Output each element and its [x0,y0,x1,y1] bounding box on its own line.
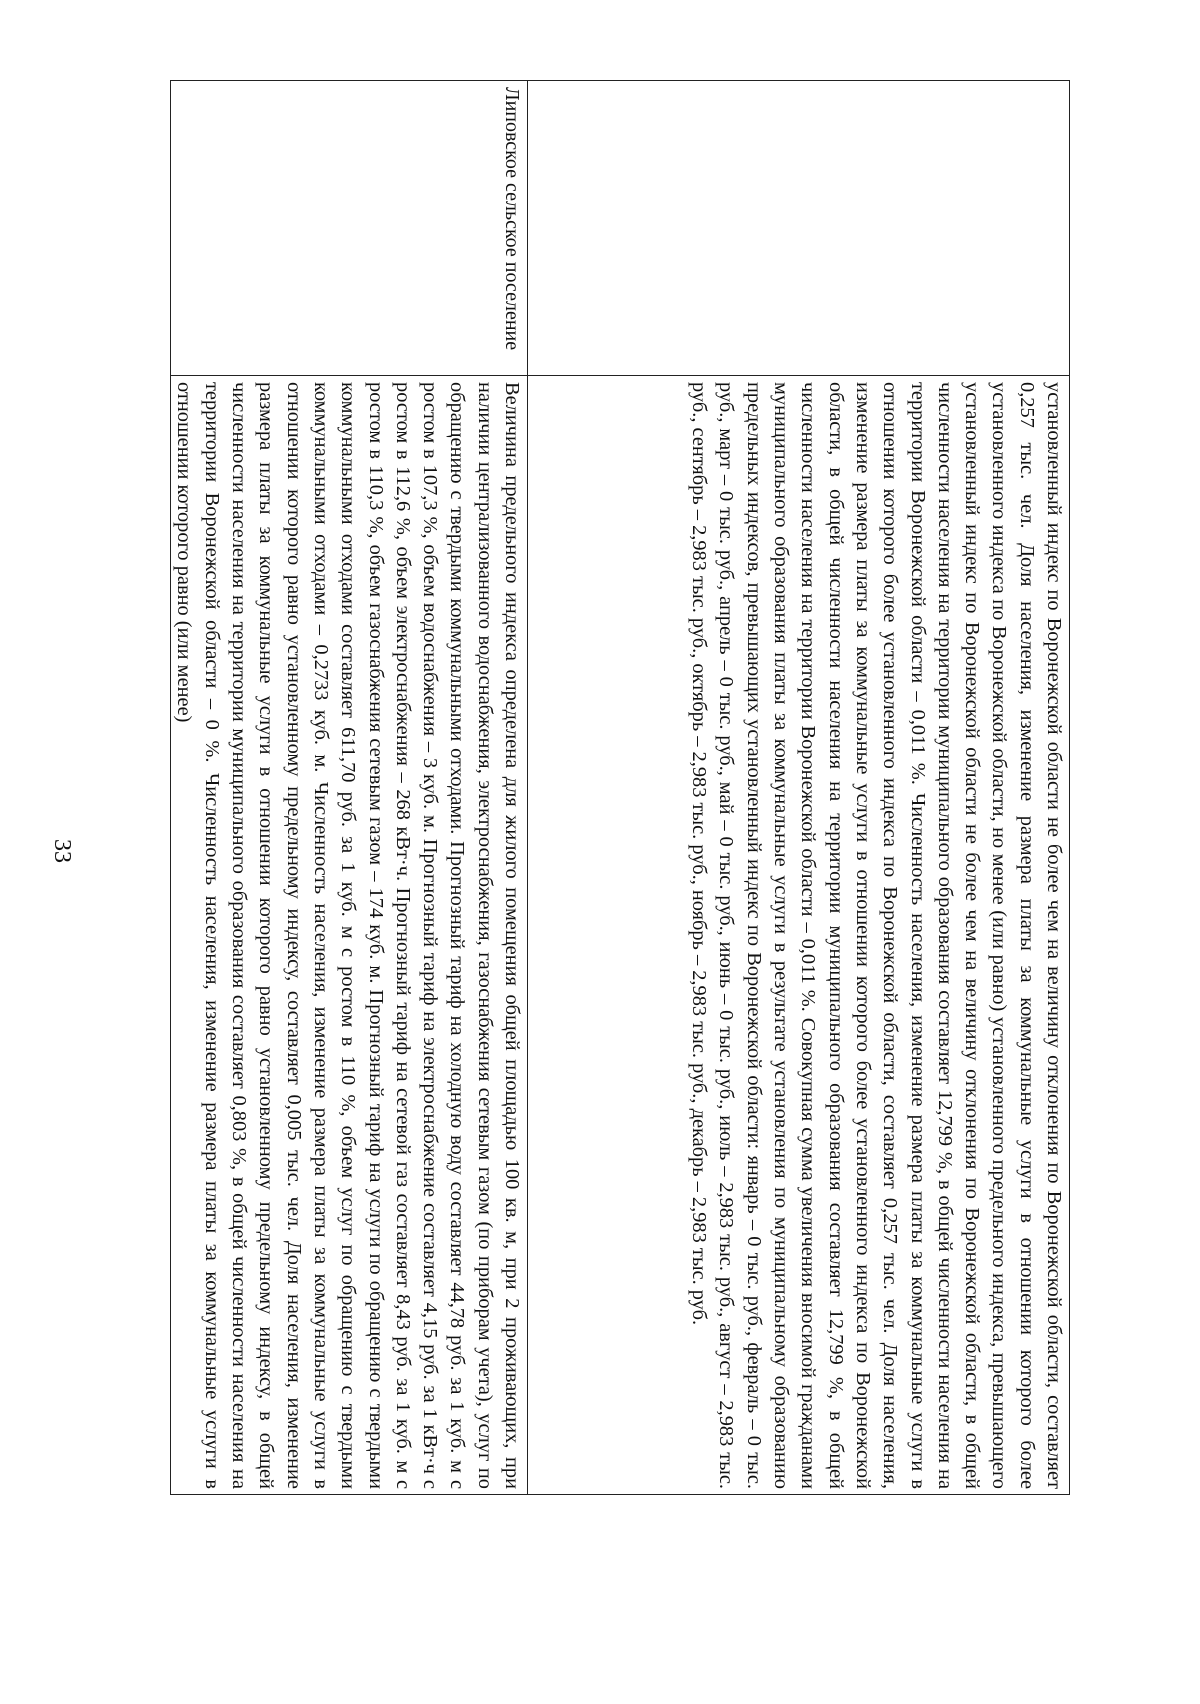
table-row-1-name-cell [528,80,1070,375]
table-row-2-text-cell [170,375,528,1495]
table-row-1-text-cell [528,375,1070,1495]
rotated-table-wrapper [170,80,1070,1495]
page-number: 33 [49,839,76,863]
tariff-table [170,80,1070,1495]
table-row-2-text: Величина предельного индекса определена для жилого помещения общей площадью 100 кв. м, при 2 проживающих, при наличии централизованного водоснабжения, электроснабжения, газоснабжения сетевым газом (по приборам учета), услуг по обращению с твердыми коммунальными отходами. Прогнозный тариф на холодную воду составляет 44,78 руб. за 1 куб. м с ростом в 107,3 %, объем водоснабжения – 3 куб. м. Прогнозный тариф на электроснабжение составляет 4,15 руб. за 1 кВт·ч с ростом в 112,6 %, объем электроснабжения – 268 кВт·ч. Прогнозный тариф на сетевой газ составляет 8,43 руб. за 1 куб. м с ростом в 110,3 %, объем газоснабжения сетевым газом – 174 куб. м. Прогнозный тариф на услуги по обращению с твердыми коммунальными отходами составляет 611,70 руб. за 1 куб. м с ростом в 110 %, объем услуг по обращению с твердыми коммунальными отходами – 0,2733 куб. м. Численность населения, изменение размера платы за коммунальные услуги в отношении которого равно установленному предельному индексу, составляет 0,005 тыс. чел. Доля населения, изменение размера платы за коммунальные услуги в отношении которого равно установленному предельному индексу, в общей численности населения на территории муниципального образования составляет 0,803 %, в общей численности населения на территории Воронежской области – 0 %. Численность населения, изменение размера платы за коммунальные услуги в отношении которого равно (или менее) [173,382,523,1489]
table-row-2-name-cell: Липовское сельское поселение [170,80,528,375]
table-row-1-text: установленный индекс по Воронежской области не более чем на величину отклонения по Воронежской области, составляет 0,257 тыс. чел. Доля населения, изменение размера платы за коммунальные услуги в отношении которого более установленного индекса по Воронежской области, но менее (или равно) установленного предельного индекса, превышающего установленный индекс по Воронежской области не более чем на величину отклонения по Воронежской области, в общей численности населения на территории муниципального образования составляет 12,799 %, в общей численности населения на территории Воронежской области – 0,011 %. Численность населения, изменение размера платы за коммунальные услуги в отношении которого более установленного индекса по Воронежской области, составляет 0,257 тыс. чел. Доля населения, изменение размера платы за коммунальные услуги в отношении которого более установленного индекса по Воронежской области, в общей численности населения на территории муниципального образования составляет 12,799 %, в общей численности населения на территории Воронежской области – 0,011 %. Совокупная сумма увеличения вносимой гражданами муниципального образования платы за коммунальные услуги в результате установления по муниципальному образованию предельных индексов, превышающих установленный индекс по Воронежской области: январь – 0 тыс. руб., февраль – 0 тыс. руб., март – 0 тыс. руб., апрель – 0 тыс. руб., май – 0 тыс. руб., июнь – 0 тыс. руб., июль – 2,983 тыс. руб., август – 2,983 тыс. руб., сентябрь – 2,983 тыс. руб., октябрь – 2,983 тыс. руб., ноябрь – 2,983 тыс. руб., декабрь – 2,983 тыс. руб. [688,382,1065,1489]
